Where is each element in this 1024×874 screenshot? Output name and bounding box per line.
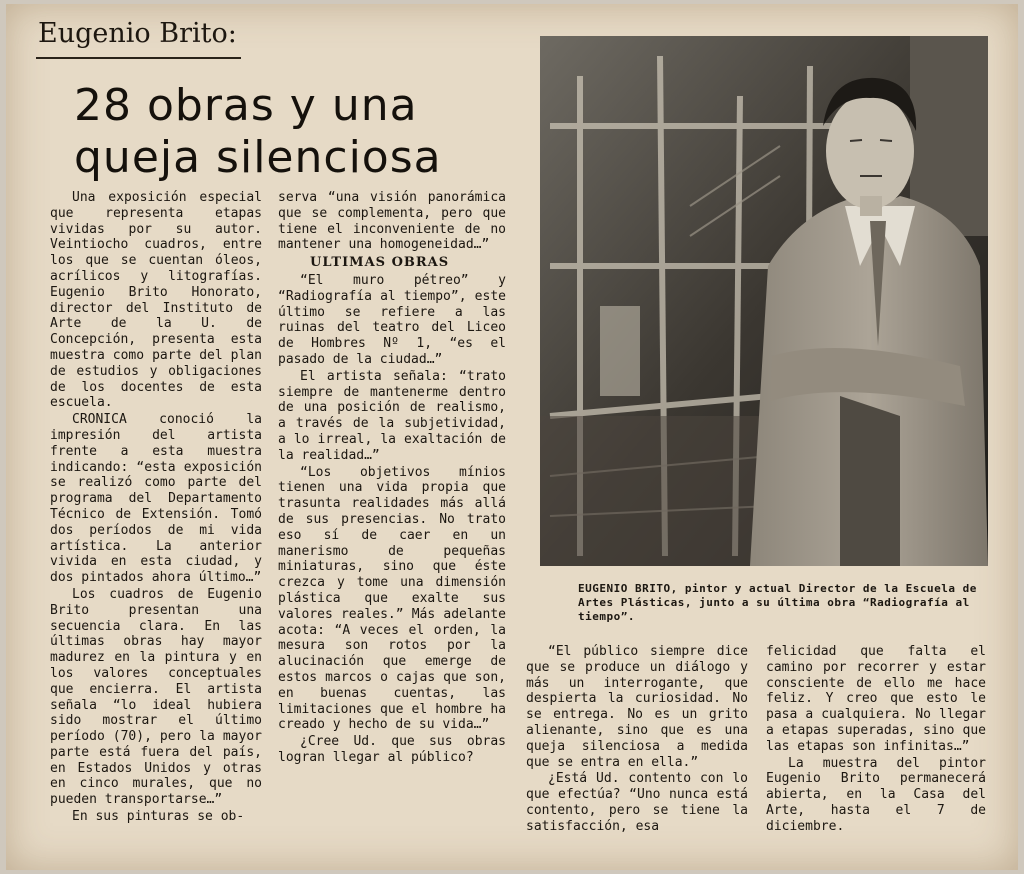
column-4 — [766, 644, 986, 836]
subheading: ULTIMAS OBRAS — [310, 255, 450, 271]
paragraph: felicidad que falta el camino por recorrer y estar consciente de ello me hace feliz. Y creo que esto le pasa a cualquiera. No llegar a etapas superadas, sino que las etapas son infinitas…” — [766, 644, 986, 754]
photo-eugenio-brito — [540, 36, 988, 566]
paragraph: Una exposición especial que representa etapas vividas por su autor. Veintiocho cuadros, entre los que se cuentan óleos, acrílicos y litografías. Eugenio Brito Honorato, director del Instituto de Arte de la U. de Concepción, presenta esta muestra como parte del plan de estudios y obligaciones de los docentes de esta escuela. — [50, 190, 262, 411]
kicker-rule — [36, 57, 241, 59]
paragraph: ¿Está Ud. contento con lo que efectúa? “Uno nunca está contento, pero se tiene la satisfacción, esa — [526, 771, 748, 834]
paragraph: “Los objetivos mínios tienen una vida propia que trasunta realidades más allá de sus presencias. No trato eso sí de caer en un manerismo de pequeñas miniaturas, sino que éste crezca y tome una dimensión plástica que exalte sus valores reales.” Más adelante acota: “A veces el orden, la mesura son rotos por la alucinación que emerge de estos marcos o cajas que son, en buenas cuentas, las limitaciones que el hombre ha creado y hecho de su vida…” — [278, 464, 506, 733]
paragraph: CRONICA conoció la impresión del artista frente a esta muestra indicando: “esta exposición se realizó como parte del programa del Departamento Técnico de Extensión. Tomó dos períodos de mi vida artística. La anterior vivida en esta ciudad, y dos pintados ahora último…” — [50, 412, 262, 586]
column-3 — [526, 644, 748, 836]
paragraph: El artista señala: “trato siempre de mantenerme dentro de una posición de realismo, a través de la subjetividad, a lo irreal, la exaltación de la realidad…” — [278, 368, 506, 463]
column-2 — [278, 190, 506, 767]
column-1 — [50, 190, 262, 826]
paragraph: ¿Cree Ud. que sus obras logran llegar al público? — [278, 734, 506, 765]
paragraph: En sus pinturas se ob- — [72, 809, 245, 825]
kicker: Eugenio Brito: — [38, 18, 237, 49]
headline: 28 obras y una queja silenciosa — [74, 80, 442, 183]
paragraph: “El muro pétreo” y “Radiografía al tiempo”, este último se refiere a las ruinas del teatro del Liceo de Hombres Nº 1, “es el pasado de la ciudad…” — [278, 272, 506, 367]
photo-caption: EUGENIO BRITO, pintor y actual Director de la Escuela de Artes Plásticas, junto a su última obra “Radiografía al tiempo”. — [578, 582, 977, 623]
paragraph: serva “una visión panorámica que se complementa, pero que tiene el inconveniente de no mantener una homogeneidad…” — [278, 190, 506, 253]
paragraph: La muestra del pintor Eugenio Brito permanecerá abierta, en la Casa del Arte, hasta el 7 de diciembre. — [766, 755, 986, 834]
photo-illustration — [540, 36, 988, 566]
paragraph: Los cuadros de Eugenio Brito presentan una secuencia clara. En las últimas obras hay mayor madurez en la pintura y en los valores conceptuales que encierra. El artista señala “lo ideal hubiera sido mostrar el último período (70), pero la mayor parte está fuera del país, en Estados Unidos y otras en cinco murales, que no pueden transportarse…” — [50, 586, 262, 808]
paragraph: “El público siempre dice que se produce un diálogo y más un interrogante, que despierta la curiosidad. No se entrega. No es un grito alienante, sino que es una queja silenciosa a medida que se entra en ella.” — [526, 644, 748, 770]
newspaper-clipping — [6, 4, 1018, 870]
